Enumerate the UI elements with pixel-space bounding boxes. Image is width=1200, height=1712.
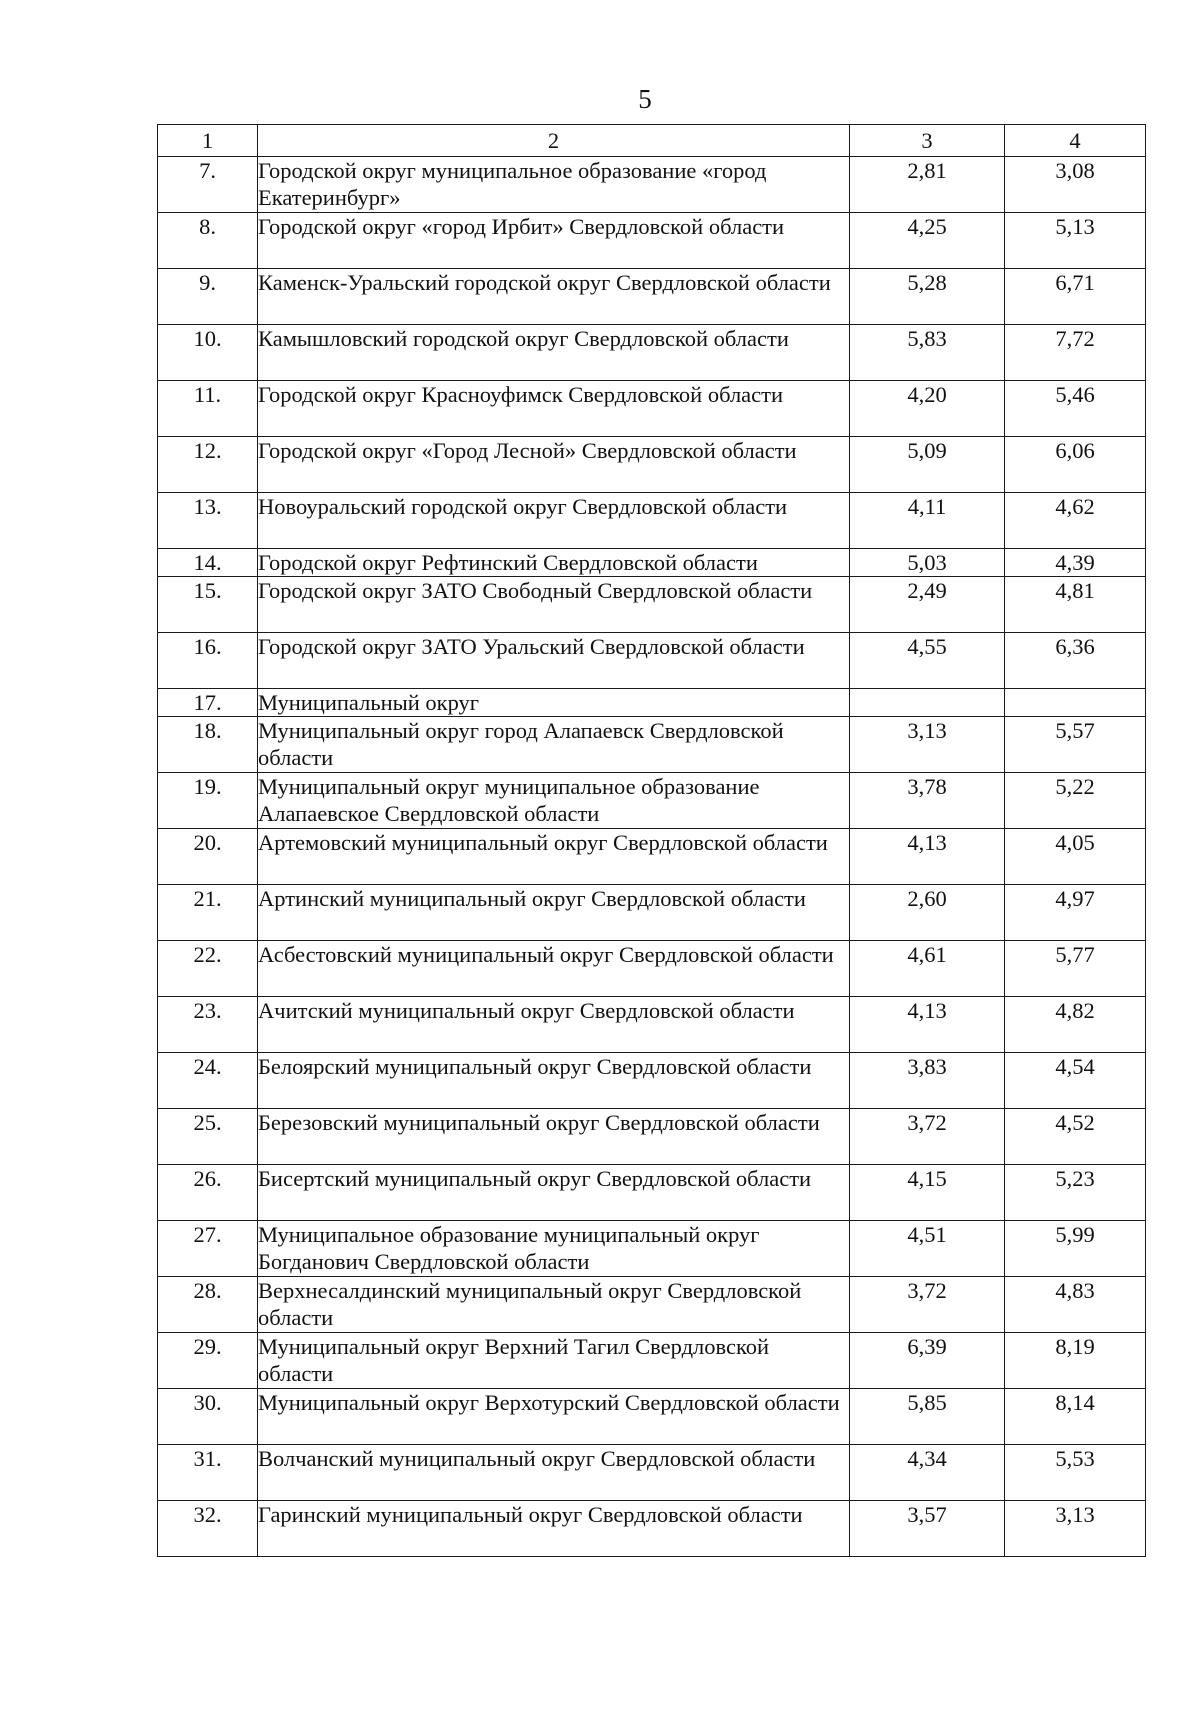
municipality-name-cell: Муниципальный округ (258, 689, 850, 717)
value-col3-cell: 4,13 (850, 829, 1005, 885)
row-number-cell: 28. (158, 1277, 258, 1333)
value-col3-cell: 5,83 (850, 325, 1005, 381)
table-header-row (158, 125, 1146, 157)
header-cell-col1: 1 (158, 125, 258, 157)
table-row (158, 437, 1146, 493)
value-col3-cell: 3,57 (850, 1501, 1005, 1557)
row-number-cell: 23. (158, 997, 258, 1053)
row-number-cell: 32. (158, 1501, 258, 1557)
value-col4-cell: 5,13 (1005, 213, 1146, 269)
municipality-name-cell: Городской округ Красноуфимск Свердловской области (258, 381, 850, 437)
table-row (158, 773, 1146, 829)
value-col3-cell: 2,49 (850, 577, 1005, 633)
value-col4-cell: 8,19 (1005, 1333, 1146, 1389)
table-row (158, 1389, 1146, 1445)
value-col3-cell: 4,55 (850, 633, 1005, 689)
value-col3-cell: 4,20 (850, 381, 1005, 437)
municipality-name-cell: Волчанский муниципальный округ Свердловской области (258, 1445, 850, 1501)
value-col3-cell: 6,39 (850, 1333, 1005, 1389)
row-number-cell: 7. (158, 157, 258, 213)
header-cell-col3: 3 (850, 125, 1005, 157)
value-col3-cell: 4,13 (850, 997, 1005, 1053)
row-number-cell: 31. (158, 1445, 258, 1501)
municipality-name-cell: Городской округ «город Ирбит» Свердловской области (258, 213, 850, 269)
municipality-name-cell: Городской округ ЗАТО Свободный Свердловской области (258, 577, 850, 633)
value-col3-cell: 5,85 (850, 1389, 1005, 1445)
row-number-cell: 24. (158, 1053, 258, 1109)
row-number-cell: 30. (158, 1389, 258, 1445)
table-row (158, 213, 1146, 269)
value-col4-cell: 3,08 (1005, 157, 1146, 213)
table-row (158, 1221, 1146, 1277)
municipality-name-cell: Верхнесалдинский муниципальный округ Свердловской области (258, 1277, 850, 1333)
municipality-name-cell: Муниципальный округ Верхний Тагил Свердловской области (258, 1333, 850, 1389)
table-row (158, 1445, 1146, 1501)
table-row (158, 1501, 1146, 1557)
value-col3-cell: 4,51 (850, 1221, 1005, 1277)
value-col4-cell: 5,23 (1005, 1165, 1146, 1221)
value-col4-cell: 4,82 (1005, 997, 1146, 1053)
table-row (158, 997, 1146, 1053)
value-col4-cell: 7,72 (1005, 325, 1146, 381)
value-col4-cell: 5,77 (1005, 941, 1146, 997)
municipality-name-cell: Муниципальный округ муниципальное образование Алапаевское Свердловской области (258, 773, 850, 829)
table-row (158, 381, 1146, 437)
municipality-name-cell: Березовский муниципальный округ Свердловской области (258, 1109, 850, 1165)
row-number-cell: 19. (158, 773, 258, 829)
row-number-cell: 18. (158, 717, 258, 773)
table-row (158, 1277, 1146, 1333)
page-number: 5 (638, 84, 652, 114)
value-col4-cell: 6,06 (1005, 437, 1146, 493)
table-row (158, 1165, 1146, 1221)
value-col4-cell: 6,36 (1005, 633, 1146, 689)
value-col3-cell: 4,11 (850, 493, 1005, 549)
table-row (158, 633, 1146, 689)
municipality-name-cell: Асбестовский муниципальный округ Свердловской области (258, 941, 850, 997)
municipality-name-cell: Новоуральский городской округ Свердловской области (258, 493, 850, 549)
table-row (158, 689, 1146, 717)
row-number-cell: 27. (158, 1221, 258, 1277)
municipality-name-cell: Гаринский муниципальный округ Свердловской области (258, 1501, 850, 1557)
value-col4-cell: 4,62 (1005, 493, 1146, 549)
municipality-name-cell: Белоярский муниципальный округ Свердловской области (258, 1053, 850, 1109)
value-col4-cell: 4,52 (1005, 1109, 1146, 1165)
table-row (158, 717, 1146, 773)
municipality-name-cell: Городской округ муниципальное образование «город Екатеринбург» (258, 157, 850, 213)
municipality-name-cell: Муниципальное образование муниципальный округ Богданович Свердловской области (258, 1221, 850, 1277)
value-col4-cell: 5,53 (1005, 1445, 1146, 1501)
value-col4-cell: 5,46 (1005, 381, 1146, 437)
value-col4-cell: 3,13 (1005, 1501, 1146, 1557)
row-number-cell: 17. (158, 689, 258, 717)
value-col4-cell: 5,22 (1005, 773, 1146, 829)
row-number-cell: 12. (158, 437, 258, 493)
table-row (158, 1053, 1146, 1109)
value-col3-cell: 3,78 (850, 773, 1005, 829)
table-row (158, 577, 1146, 633)
row-number-cell: 14. (158, 549, 258, 577)
value-col3-cell: 4,15 (850, 1165, 1005, 1221)
value-col4-cell: 4,05 (1005, 829, 1146, 885)
value-col3-cell: 4,25 (850, 213, 1005, 269)
data-table (157, 124, 1146, 1557)
value-col4-cell: 4,54 (1005, 1053, 1146, 1109)
row-number-cell: 11. (158, 381, 258, 437)
row-number-cell: 21. (158, 885, 258, 941)
value-col3-cell: 2,60 (850, 885, 1005, 941)
row-number-cell: 13. (158, 493, 258, 549)
row-number-cell: 16. (158, 633, 258, 689)
value-col3-cell: 3,72 (850, 1277, 1005, 1333)
municipality-name-cell: Артемовский муниципальный округ Свердловской области (258, 829, 850, 885)
row-number-cell: 29. (158, 1333, 258, 1389)
municipality-name-cell: Камышловский городской округ Свердловской области (258, 325, 850, 381)
value-col3-cell: 4,61 (850, 941, 1005, 997)
row-number-cell: 15. (158, 577, 258, 633)
table-row (158, 157, 1146, 213)
municipality-name-cell: Ачитский муниципальный округ Свердловской области (258, 997, 850, 1053)
table-row (158, 941, 1146, 997)
municipality-name-cell: Каменск-Уральский городской округ Свердловской области (258, 269, 850, 325)
value-col4-cell: 4,83 (1005, 1277, 1146, 1333)
row-number-cell: 22. (158, 941, 258, 997)
table-row (158, 1109, 1146, 1165)
value-col3-cell: 3,83 (850, 1053, 1005, 1109)
value-col3-cell: 5,03 (850, 549, 1005, 577)
table-row (158, 1333, 1146, 1389)
municipality-name-cell: Артинский муниципальный округ Свердловской области (258, 885, 850, 941)
value-col4-cell: 5,57 (1005, 717, 1146, 773)
value-col4-cell: 4,81 (1005, 577, 1146, 633)
table-row (158, 269, 1146, 325)
row-number-cell: 9. (158, 269, 258, 325)
table-row (158, 493, 1146, 549)
municipality-name-cell: Муниципальный округ Верхотурский Свердловской области (258, 1389, 850, 1445)
row-number-cell: 25. (158, 1109, 258, 1165)
value-col4-cell: 4,39 (1005, 549, 1146, 577)
header-cell-col4: 4 (1005, 125, 1146, 157)
value-col4-cell: 4,97 (1005, 885, 1146, 941)
row-number-cell: 26. (158, 1165, 258, 1221)
table-row (158, 885, 1146, 941)
value-col3-cell: 2,81 (850, 157, 1005, 213)
row-number-cell: 10. (158, 325, 258, 381)
value-col3-cell: 3,13 (850, 717, 1005, 773)
municipality-name-cell: Бисертский муниципальный округ Свердловской области (258, 1165, 850, 1221)
municipality-name-cell: Муниципальный округ город Алапаевск Свердловской области (258, 717, 850, 773)
value-col4-cell: 6,71 (1005, 269, 1146, 325)
municipality-name-cell: Городской округ Рефтинский Свердловской области (258, 549, 850, 577)
value-col3-cell: 4,34 (850, 1445, 1005, 1501)
value-col3-cell: 5,28 (850, 269, 1005, 325)
municipality-name-cell: Городской округ ЗАТО Уральский Свердловской области (258, 633, 850, 689)
value-col4-cell: 8,14 (1005, 1389, 1146, 1445)
value-col4-cell: 5,99 (1005, 1221, 1146, 1277)
row-number-cell: 8. (158, 213, 258, 269)
value-col3-cell: 5,09 (850, 437, 1005, 493)
row-number-cell: 20. (158, 829, 258, 885)
table-row (158, 325, 1146, 381)
value-col3-cell: 3,72 (850, 1109, 1005, 1165)
table-row (158, 829, 1146, 885)
value-col3-cell (850, 689, 1005, 717)
value-col4-cell (1005, 689, 1146, 717)
table-body (158, 125, 1146, 1557)
municipality-name-cell: Городской округ «Город Лесной» Свердловской области (258, 437, 850, 493)
header-cell-col2: 2 (258, 125, 850, 157)
table-row (158, 549, 1146, 577)
